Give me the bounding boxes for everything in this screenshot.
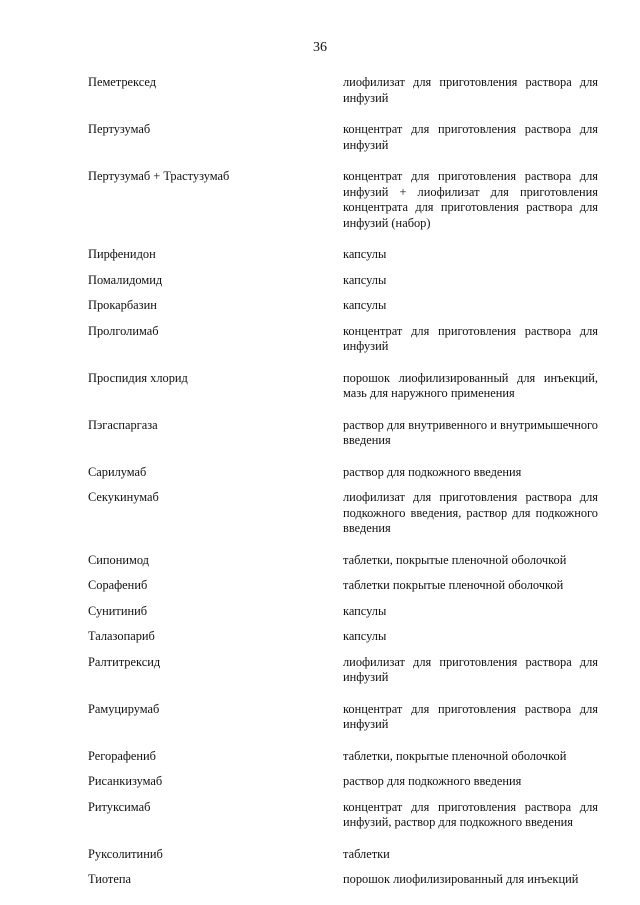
drug-name: Рамуцирумаб [88,701,160,716]
drug-row [88,490,598,537]
drug-row [88,604,598,620]
dosage-form: раствор для внутривенного и внутримышечного введения [343,417,598,447]
drug-name: Рисанкизумаб [88,774,163,788]
page-number: 36 [313,40,327,55]
drug-name: Регорафениб [88,748,156,763]
dosage-form: капсулы [343,247,387,261]
drug-row [88,75,598,106]
drug-name: Ритуксимаб [88,799,151,814]
drug-row [88,371,598,402]
drug-name: Пэгаспаргаза [88,417,158,432]
drug-row [88,578,598,594]
drug-row [88,847,598,863]
dosage-form: таблетки, покрытые пленочной оболочкой [343,748,567,763]
drug-row [88,872,598,888]
dosage-form: капсулы [343,298,387,312]
drug-name: Ралтитрексид [88,654,161,669]
drug-name: Пролголимаб [88,323,159,338]
dosage-form: капсулы [343,272,387,287]
drug-name: Сорафениб [88,578,148,592]
drug-row [88,324,598,355]
drug-row [88,702,598,733]
drug-row [88,749,598,765]
drug-row [88,273,598,289]
dosage-form: концентрат для приготовления раствора для инфузий [343,701,598,731]
dosage-form: раствор для подкожного введения [343,464,522,479]
drug-name: Пирфенидон [88,247,156,261]
drug-list [88,75,598,888]
drug-row [88,247,598,263]
dosage-form: концентрат для приготовления раствора для инфузий, раствор для подкожного введения [343,799,598,829]
drug-name: Пеметрексед [88,75,157,89]
drug-row [88,465,598,481]
dosage-form: лиофилизат для приготовления раствора для подкожного введения, раствор для подкожного введения [343,490,598,535]
drug-row [88,800,598,831]
dosage-form: капсулы [343,629,387,643]
dosage-form: лиофилизат для приготовления раствора для инфузий [343,654,598,684]
drug-name: Сарилумаб [88,464,147,479]
drug-name: Сипонимод [88,552,149,567]
dosage-form: порошок лиофилизированный для инъекций, мазь для наружного применения [343,370,598,400]
drug-name: Пертузумаб [88,122,151,136]
drug-name: Прокарбазин [88,298,157,312]
drug-row [88,298,598,314]
dosage-form: капсулы [343,603,387,618]
drug-name: Талазопариб [88,629,155,643]
dosage-form: лиофилизат для приготовления раствора для инфузий [343,75,598,105]
drug-row [88,169,598,231]
dosage-form: таблетки, покрытые пленочной оболочкой [343,552,567,567]
dosage-form: концентрат для приготовления раствора для инфузий + лиофилизат для приготовления концентрата для приготовления раствора для инфузий (набор) [343,169,598,230]
dosage-form: таблетки покрытые пленочной оболочкой [343,578,564,592]
drug-name: Помалидомид [88,272,163,287]
drug-row [88,418,598,449]
drug-row [88,553,598,569]
dosage-form: раствор для подкожного введения [343,774,522,788]
drug-name: Сунитиниб [88,603,148,618]
dosage-form: таблетки [343,846,390,861]
drug-name: Тиотепа [88,872,131,886]
drug-name: Проспидия хлорид [88,370,188,385]
dosage-form: концентрат для приготовления раствора для инфузий [343,122,598,152]
drug-row [88,774,598,790]
drug-row [88,655,598,686]
dosage-form: порошок лиофилизированный для инъекций [343,872,579,886]
drug-name: Секукинумаб [88,490,159,504]
drug-row [88,122,598,153]
drug-name: Пертузумаб + Трастузумаб [88,169,230,183]
dosage-form: концентрат для приготовления раствора для инфузий [343,323,598,353]
drug-row [88,629,598,645]
drug-name: Руксолитиниб [88,846,163,861]
